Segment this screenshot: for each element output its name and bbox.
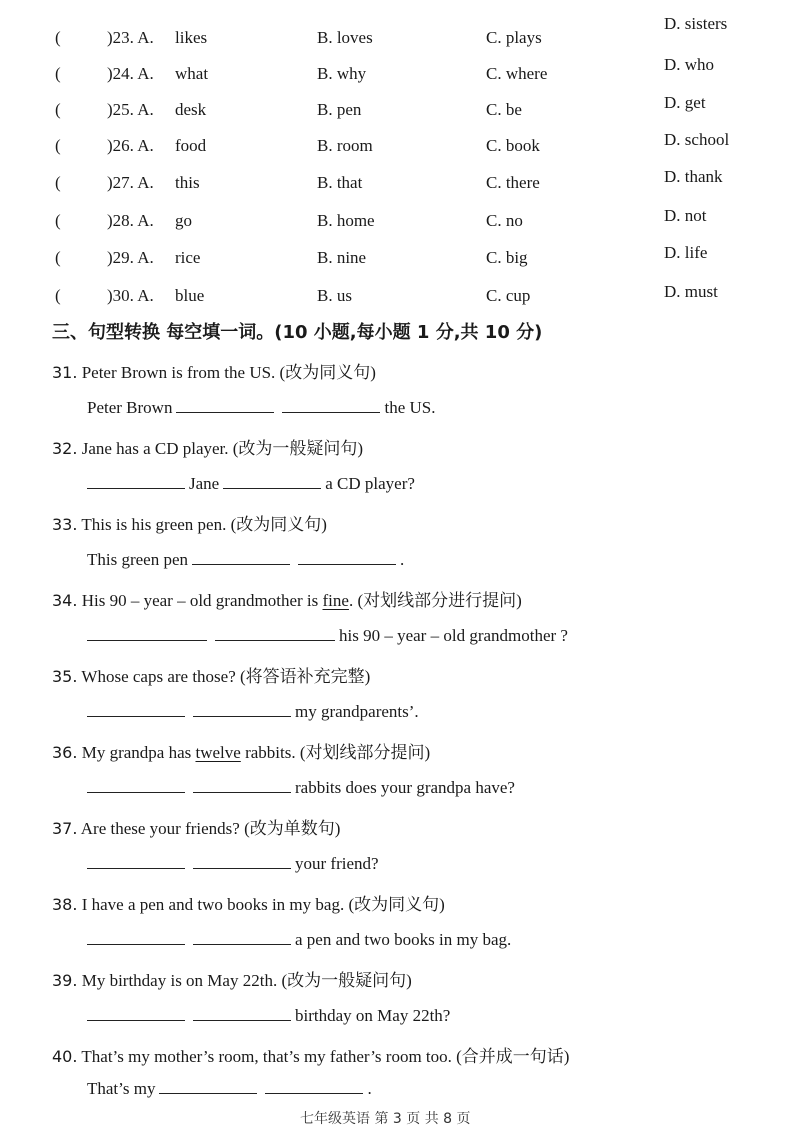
- blank[interactable]: [87, 624, 207, 641]
- option-c: C. no: [486, 211, 523, 230]
- question-number: )23. A.: [107, 28, 154, 47]
- option-a: food: [175, 136, 207, 155]
- blank[interactable]: [176, 396, 274, 413]
- blank[interactable]: [159, 1077, 257, 1094]
- question-38: 38. I have a pen and two books in my bag. (改为同义句): [52, 895, 445, 914]
- blank[interactable]: [193, 928, 291, 945]
- question-37: 37. Are these your friends? (改为单数句): [52, 819, 341, 838]
- question-32: 32. Jane has a CD player. (改为一般疑问句): [52, 439, 364, 458]
- option-c: C. where: [486, 64, 548, 83]
- answer-paren[interactable]: (: [55, 64, 61, 83]
- question-34: 34. His 90 – year – old grandmother is fine. (对划线部分进行提问): [52, 591, 522, 610]
- blank[interactable]: [223, 472, 321, 489]
- option-d: D. school: [664, 130, 730, 149]
- question-39: 39. My birthday is on May 22th. (改为一般疑问句): [52, 971, 412, 990]
- page-footer: 七年级英语 第 3 页 共 8 页: [300, 1111, 471, 1127]
- answer-32: Jane a CD player?: [83, 472, 415, 494]
- question-36: 36. My grandpa has twelve rabbits. (对划线部分提问): [52, 743, 431, 762]
- question-number: )29. A.: [107, 248, 154, 267]
- option-a: blue: [175, 286, 205, 305]
- answer-36: rabbits does your grandpa have?: [83, 776, 515, 798]
- option-b: B. room: [317, 136, 373, 155]
- question-31: 31. Peter Brown is from the US. (改为同义句): [52, 363, 376, 382]
- option-c: C. big: [486, 248, 528, 267]
- option-d: D. life: [664, 243, 708, 262]
- option-c: C. there: [486, 173, 540, 192]
- question-33: 33. This is his green pen. (改为同义句): [52, 515, 327, 534]
- option-c: C. cup: [486, 286, 531, 305]
- blank[interactable]: [298, 548, 396, 565]
- section-title: 三、句型转换 每空填一词。(10 小题,每小题 1 分,共 10 分): [52, 322, 543, 343]
- blank[interactable]: [193, 700, 291, 717]
- answer-31: Peter Brown the US.: [87, 398, 436, 417]
- blank[interactable]: [215, 624, 335, 641]
- answer-paren[interactable]: (: [55, 136, 61, 155]
- question-number: )30. A.: [107, 286, 154, 305]
- option-a: what: [175, 64, 209, 83]
- answer-34: his 90 – year – old grandmother ?: [83, 624, 568, 646]
- answer-33: This green pen .: [87, 550, 405, 569]
- answer-37: your friend?: [83, 852, 379, 874]
- option-b: B. loves: [317, 28, 373, 47]
- option-b: B. pen: [317, 100, 362, 119]
- option-c: C. plays: [486, 28, 542, 47]
- option-d: D. get: [664, 93, 706, 112]
- blank[interactable]: [193, 1004, 291, 1021]
- blank[interactable]: [192, 548, 290, 565]
- option-a: rice: [175, 248, 201, 267]
- answer-paren[interactable]: (: [55, 248, 61, 267]
- question-number: )26. A.: [107, 136, 154, 155]
- blank[interactable]: [265, 1077, 363, 1094]
- option-a: desk: [175, 100, 207, 119]
- question-number: )25. A.: [107, 100, 154, 119]
- answer-38: a pen and two books in my bag.: [83, 928, 511, 950]
- option-b: B. us: [317, 286, 352, 305]
- option-b: B. home: [317, 211, 375, 230]
- option-b: B. that: [317, 173, 363, 192]
- option-d: D. who: [664, 55, 715, 74]
- answer-paren[interactable]: (: [55, 286, 61, 305]
- option-a: likes: [175, 28, 208, 47]
- answer-paren[interactable]: (: [55, 100, 61, 119]
- option-c: C. be: [486, 100, 522, 119]
- answer-paren[interactable]: (: [55, 173, 61, 192]
- blank[interactable]: [282, 396, 380, 413]
- option-a: this: [175, 173, 200, 192]
- blank[interactable]: [193, 776, 291, 793]
- blank[interactable]: [87, 1004, 185, 1021]
- blank[interactable]: [87, 700, 185, 717]
- option-a: go: [175, 211, 192, 230]
- question-number: )28. A.: [107, 211, 154, 230]
- option-b: B. nine: [317, 248, 367, 267]
- question-number: )24. A.: [107, 64, 154, 83]
- blank[interactable]: [87, 472, 185, 489]
- answer-paren[interactable]: (: [55, 28, 61, 47]
- option-d: D. sisters: [664, 14, 728, 33]
- option-d: D. not: [664, 206, 707, 225]
- blank[interactable]: [193, 852, 291, 869]
- option-d: D. thank: [664, 167, 723, 186]
- answer-35: my grandparents’.: [83, 700, 419, 722]
- question-35: 35. Whose caps are those? (将答语补充完整): [52, 667, 371, 686]
- answer-39: birthday on May 22th?: [83, 1004, 450, 1026]
- option-c: C. book: [486, 136, 540, 155]
- answer-paren[interactable]: (: [55, 211, 61, 230]
- option-b: B. why: [317, 64, 367, 83]
- blank[interactable]: [87, 852, 185, 869]
- question-number: )27. A.: [107, 173, 154, 192]
- blank[interactable]: [87, 928, 185, 945]
- answer-40: That’s my .: [87, 1079, 372, 1098]
- option-d: D. must: [664, 282, 718, 301]
- blank[interactable]: [87, 776, 185, 793]
- question-40: 40. That’s my mother’s room, that’s my father’s room too. (合并成一句话): [52, 1047, 570, 1066]
